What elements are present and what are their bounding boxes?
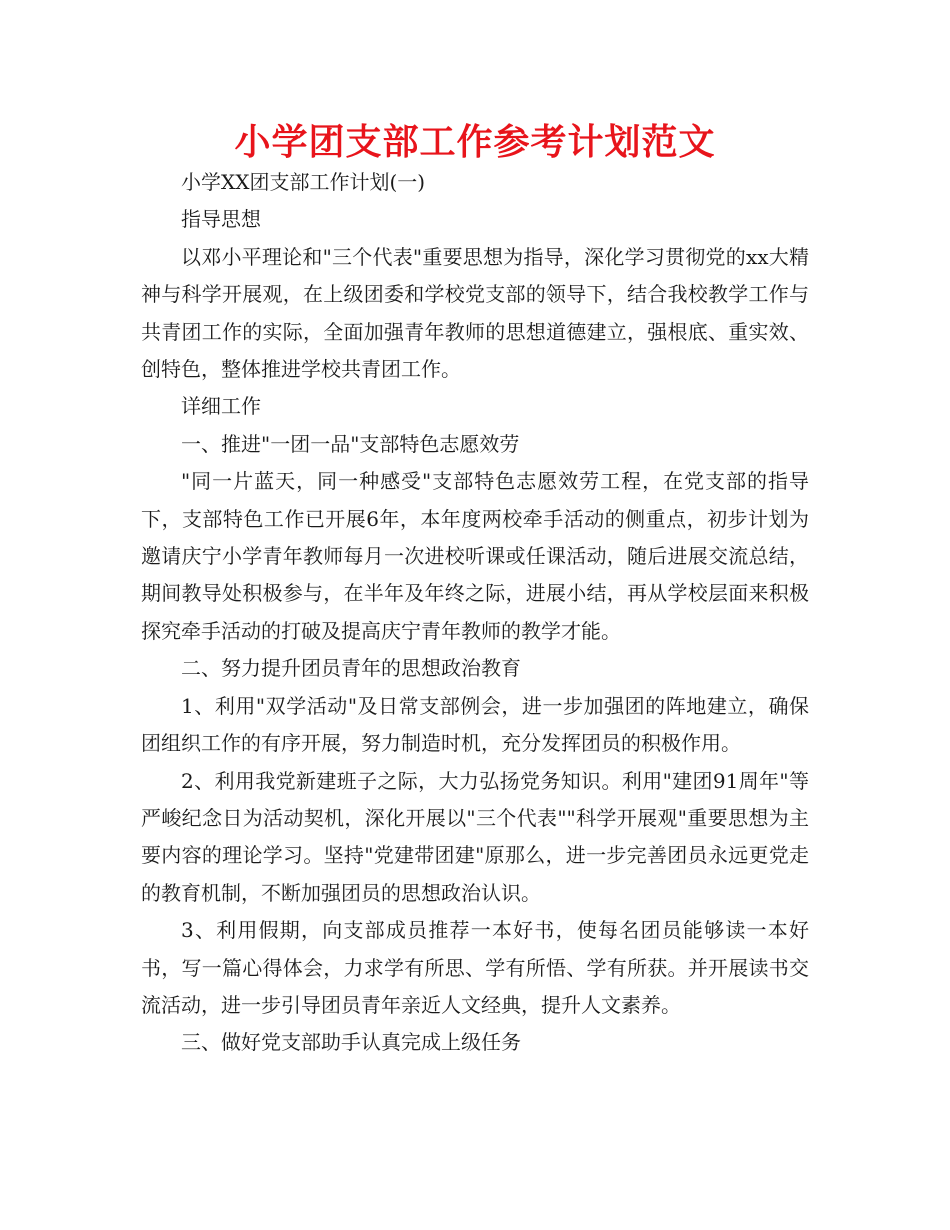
paragraph: 详细工作 [181, 394, 261, 419]
paragraph: 小学XX团支部工作计划(一) [181, 170, 426, 194]
paragraph: "同一片蓝天，同一种感受"支部特色志愿效劳工程，在党支部的指导下，支部特色工作已开展6年，本年度两校牵手活动的侧重点，初步计划为邀请庆宁小学青年教师每月一次进校听课或任课活动，随后进展交流总结，期间教导处积极参与，在半年及年终之际，进展小结，再从学校层面来积极探究牵手活动的打破及提高庆宁青年教师的教学才能。 [141, 469, 809, 643]
document-body [141, 164, 809, 1062]
paragraph: 二、努力提升团员青年的思想政治教育 [181, 656, 521, 681]
paragraph: 三、做好党支部助手认真完成上级任务 [181, 1030, 521, 1055]
paragraph: 3、利用假期，向支部成员推荐一本好书，使每名团员能够读一本好书，写一篇心得体会，力求学有所思、学有所悟、学有所获。并开展读书交流活动，进一步引导团员青年亲近人文经典，提升人文素养。 [141, 918, 809, 1017]
paragraph: 以邓小平理论和"三个代表"重要思想为指导，深化学习贯彻党的xx大精神与科学开展观，在上级团委和学校党支部的领导下，结合我校教学工作与共青团工作的实际，全面加强青年教师的思想道德建立，强根底、重实效、创特色，整体推进学校共青团工作。 [141, 244, 809, 382]
paragraph: 2、利用我党新建班子之际，大力弘扬党务知识。利用"建团91周年"等严峻纪念日为活动契机，深化开展以"三个代表""科学开展观"重要思想为主要内容的理论学习。坚持"党建带团建"原那么，进一步完善团员永远更党走的教育机制，不断加强团员的思想政治认识。 [141, 768, 809, 905]
paragraph: 1、利用"双学活动"及日常支部例会，进一步加强团的阵地建立，确保团组织工作的有序开展，努力制造时机，充分发挥团员的积极作用。 [141, 693, 809, 756]
document-title: 小学团支部工作参考计划范文 [234, 122, 716, 163]
paragraph: 一、推进"一团一品"支部特色志愿效劳 [181, 431, 520, 456]
paragraph: 指导思想 [181, 207, 261, 232]
